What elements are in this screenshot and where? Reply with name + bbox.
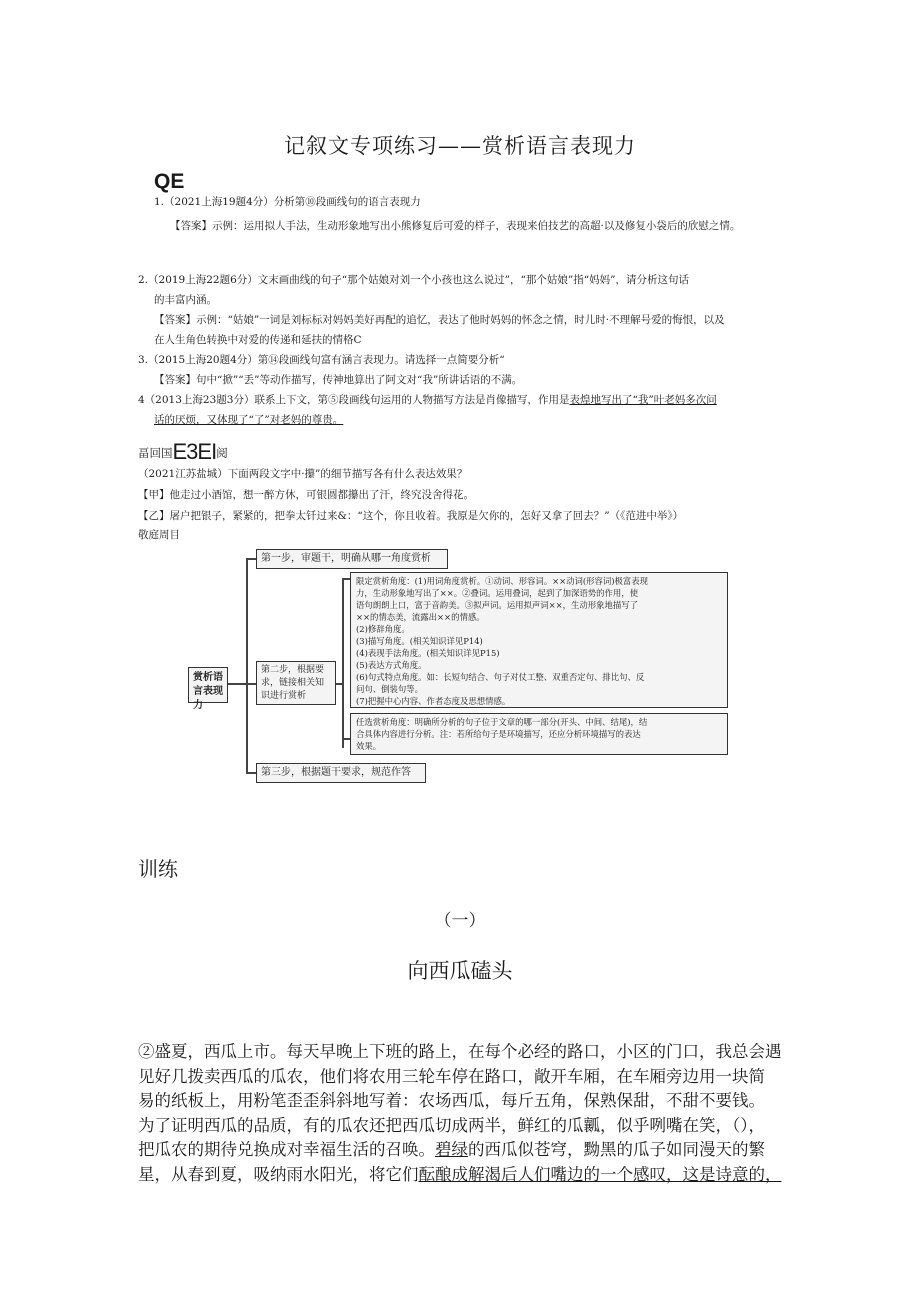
part-number: （一） [434,911,486,931]
diagram-step-1: 第一步，审题干，明确从哪一角度赏析 [256,549,448,569]
diagram-box-free: 任选赏析角度：明确所分析的句子位于文章的哪一部分(开头、中间、结尾)，结 合具体内容进行分析。注：若所给句子是环境描写，还应分析环境描写的表达 效果。 [350,713,728,755]
diagram-step-3: 第三步，根据题干要求，规范作答 [256,763,426,783]
answer-2-line2: 在人生角色转换中对爱的传递和延扶的情格C [154,334,362,346]
training-heading: 训练 [138,857,178,881]
section-heading-qe: QE [154,170,185,193]
question-2-line2: 的丰富内涵。 [154,294,217,306]
diagram-root: 赏析语言表现力 [188,667,228,703]
answer-2-line1: 【答案】示例：“姑娘”一词是刘标标对妈妈美好再配的追忆，表达了他时妈妈的怀念之情，时儿时·不理解号爱的悔恨，以及 [154,314,725,326]
diagram-box-restricted: 限定赏析角度：(1)用词角度赏析。①动词、形容词。××动词(形容词)极富表现 力，生动形象地写出了××。②叠词。运用叠词，起到了加深语势的作用，使 语句朗朗上口，富于音韵美。③拟声词。运用拟声词××，生动形象地描写了 ××的情态美，流露出××的情感。 (2)修辞角度。 (3)描写角度。(相关知识详见P14) (4)表现手法角度。(相关知识详见P15) (5)表达方式角度。 (6)句式特点角度。如：长短句结合、句子对仗工整、双重否定句、排比句、反 问句、倒装句等。 (7)把握中心内容、作者态度及思想情感。 [350,572,728,708]
answer-3: 【答案】句中“掀”“丢”等动作描写，传神地算出了阿文对“我”所讲话语的不满。 [154,374,523,386]
passage-yi: 【乙】屠户把银子，紧紧的，把拳太钎过来&：“这个，你且收着。我原是欠你的，怎好又拿了回去？”（《范进中举》） [138,510,684,522]
section-2-question: （2021江苏盐城）下面两段文字中·攥”的细节描写各有什么表达效果？ [138,468,468,480]
question-2-line1: 2.（2019上海22题6分）文末画曲线的句子“那个姑娘对刘一个小孩也这么说过”，“那个姑娘”指“妈妈”，请分析这句话 [138,274,689,286]
section-2-heading: 畐回国E3EI阅 [138,439,228,464]
question-1: 1.（2021上海19题4分）分析第⑩段画线句的语言表现力 [154,196,421,208]
answer-1: 【答案】示例：运用拟人手法，生动形象地写出小熊修复后可爱的样子，表现来伯技艺的高超·以及修复小袋后的欣慰之情。 [170,220,741,232]
document-title: 记叙文专项练习——赏析语言表现力 [284,134,636,158]
article-paragraph: ②盛夏，西瓜上市。每天早晚上下班的路上，在每个必经的路口，小区的门口，我总会遇 见好几拨卖西瓜的瓜农，他们将农用三轮车停在路口，敞开车厢，在车厢旁边用一块简 易的纸板上，用粉笔歪歪斜斜地写着：农场西瓜，每斤五角，保熟保甜，不甜不要钱。 为了证明西瓜的品质，有的瓜农还把西瓜切成两半，鲜红的瓜瓤，似乎咧嘴在笑，（）， 把瓜农的期待兑换成对幸福生活的召唤。碧绿的西瓜似苍穹，黝黑的瓜子如同漫天的繁 星，从春到夏，吸纳雨水阳光，将它们酝酿成解渴后人们嘴边的一个感叹，这是诗意的， [138,1042,782,1184]
question-3: 3.（2015上海20题4分）第⑭段画线句富有涵言表现力。请选择一点简要分析“ [138,354,505,366]
question-4-line2: 话的厌烦，又体现了“了”对老妈的尊贵。 [154,414,344,426]
section-2-footer: 敬庭周目 [138,529,180,541]
passage-jia: 【甲】他走过小酒馆，想一醉方休，可银圆都攥出了汗，终究没舍得花。 [138,489,474,501]
article-title: 向西瓜磕头 [407,959,513,983]
question-4-line1: 4（2013上海23题3分）联系上下文，第⑤段画线句运用的人物描写方法是肖像描写，作用是表煌地写出了“我”叶老妈多次问 [138,394,717,406]
diagram-step-2: 第二步，根据要求，链接相关知识进行赏析 [256,661,336,705]
